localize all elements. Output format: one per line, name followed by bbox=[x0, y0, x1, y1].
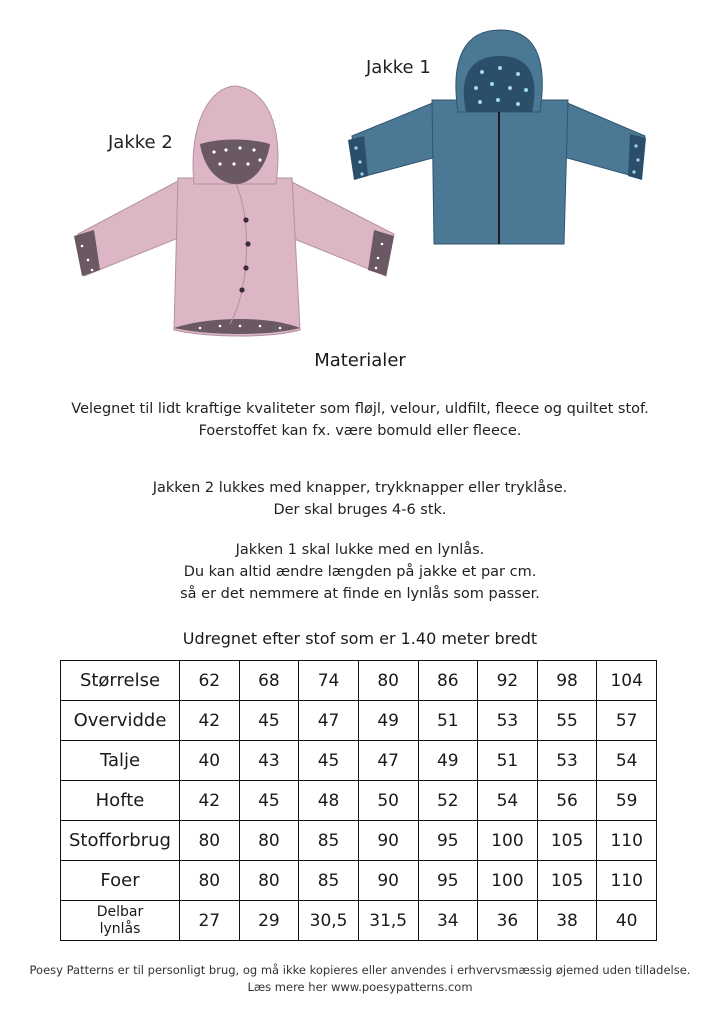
jacket-1-label: Jakke 1 bbox=[366, 57, 431, 78]
table-row bbox=[61, 861, 657, 901]
table-cell: 95 bbox=[418, 821, 478, 861]
table-cell: 55 bbox=[537, 701, 597, 741]
table-cell: 92 bbox=[478, 661, 538, 701]
row-label bbox=[61, 901, 180, 941]
text-line: Velegnet til lidt kraftige kvaliteter som fløjl, velour, uldfilt, fleece og quiltet stof. bbox=[71, 401, 649, 417]
table-row bbox=[61, 781, 657, 821]
text-line: Jakken 2 lukkes med knapper, trykknapper eller tryklåse. bbox=[152, 480, 568, 496]
table-cell: 74 bbox=[299, 661, 359, 701]
table-cell: 43 bbox=[239, 741, 299, 781]
table-cell: 86 bbox=[418, 661, 478, 701]
table-cell: 27 bbox=[180, 901, 240, 941]
table-cell: 90 bbox=[358, 821, 418, 861]
table-cell: 47 bbox=[358, 741, 418, 781]
table-cell: 42 bbox=[180, 701, 240, 741]
table-cell: 50 bbox=[358, 781, 418, 821]
table-cell: 29 bbox=[239, 901, 299, 941]
table-cell: 85 bbox=[299, 821, 359, 861]
table-cell: 52 bbox=[418, 781, 478, 821]
footer bbox=[0, 962, 720, 996]
table-cell: 90 bbox=[358, 861, 418, 901]
table-cell: 85 bbox=[299, 861, 359, 901]
table-row bbox=[61, 901, 657, 941]
text-line: Foerstoffet kan fx. være bomuld eller fleece. bbox=[198, 423, 522, 439]
table-cell: 34 bbox=[418, 901, 478, 941]
table-cell: 100 bbox=[478, 821, 538, 861]
jacket-2-illustration bbox=[70, 84, 410, 344]
table-cell: 98 bbox=[537, 661, 597, 701]
table-cell: 100 bbox=[478, 861, 538, 901]
table-cell: 31,5 bbox=[358, 901, 418, 941]
materials-title: Materialer bbox=[314, 350, 406, 371]
table-cell: 40 bbox=[597, 901, 657, 941]
table-cell: 105 bbox=[537, 861, 597, 901]
row-label: Hofte bbox=[61, 781, 180, 821]
footer-copyright: Poesy Patterns er til personligt brug, og må ikke kopieres eller anvendes i erhvervsmæssig øjemed uden tilladelse. bbox=[29, 963, 691, 977]
footer-website: Læs mere her www.poesypatterns.com bbox=[247, 980, 473, 994]
table-row bbox=[61, 741, 657, 781]
row-label: Overvidde bbox=[61, 701, 180, 741]
table-cell: 48 bbox=[299, 781, 359, 821]
table-cell: 54 bbox=[478, 781, 538, 821]
table-cell: 110 bbox=[597, 821, 657, 861]
materials-paragraph-3 bbox=[0, 539, 720, 605]
table-cell: 59 bbox=[597, 781, 657, 821]
text-line: Jakken 1 skal lukke med en lynlås. bbox=[235, 542, 485, 558]
table-cell: 68 bbox=[239, 661, 299, 701]
table-cell: 80 bbox=[239, 861, 299, 901]
table-cell: 53 bbox=[537, 741, 597, 781]
table-row bbox=[61, 661, 657, 701]
text-line: Der skal bruges 4-6 stk. bbox=[273, 502, 447, 518]
table-cell: 47 bbox=[299, 701, 359, 741]
table-cell: 49 bbox=[418, 741, 478, 781]
table-cell: 104 bbox=[597, 661, 657, 701]
table-cell: 38 bbox=[537, 901, 597, 941]
table-cell: 45 bbox=[239, 781, 299, 821]
table-cell: 51 bbox=[418, 701, 478, 741]
row-label-line: lynlås bbox=[99, 920, 141, 937]
row-label-line: Delbar bbox=[96, 903, 144, 920]
table-cell: 42 bbox=[180, 781, 240, 821]
table-cell: 56 bbox=[537, 781, 597, 821]
table-cell: 36 bbox=[478, 901, 538, 941]
size-table bbox=[60, 660, 657, 941]
table-cell: 30,5 bbox=[299, 901, 359, 941]
row-label: Talje bbox=[61, 741, 180, 781]
table-caption: Udregnet efter stof som er 1.40 meter bredt bbox=[182, 629, 538, 648]
table-row bbox=[61, 821, 657, 861]
table-cell: 54 bbox=[597, 741, 657, 781]
table-cell: 95 bbox=[418, 861, 478, 901]
table-cell: 62 bbox=[180, 661, 240, 701]
table-cell: 80 bbox=[358, 661, 418, 701]
table-cell: 57 bbox=[597, 701, 657, 741]
row-label: Størrelse bbox=[61, 661, 180, 701]
table-cell: 80 bbox=[239, 821, 299, 861]
text-line: så er det nemmere at finde en lynlås som passer. bbox=[180, 586, 540, 602]
row-label: Foer bbox=[61, 861, 180, 901]
jacket-2-label: Jakke 2 bbox=[108, 132, 173, 153]
row-label: Stofforbrug bbox=[61, 821, 180, 861]
table-cell: 80 bbox=[180, 861, 240, 901]
table-cell: 49 bbox=[358, 701, 418, 741]
table-cell: 105 bbox=[537, 821, 597, 861]
table-cell: 110 bbox=[597, 861, 657, 901]
table-cell: 80 bbox=[180, 821, 240, 861]
table-row bbox=[61, 701, 657, 741]
table-cell: 51 bbox=[478, 741, 538, 781]
materials-paragraph-2 bbox=[0, 477, 720, 521]
table-cell: 40 bbox=[180, 741, 240, 781]
table-cell: 45 bbox=[299, 741, 359, 781]
text-line: Du kan altid ændre længden på jakke et par cm. bbox=[183, 564, 537, 580]
table-cell: 53 bbox=[478, 701, 538, 741]
table-cell: 45 bbox=[239, 701, 299, 741]
materials-paragraph-1 bbox=[0, 398, 720, 442]
